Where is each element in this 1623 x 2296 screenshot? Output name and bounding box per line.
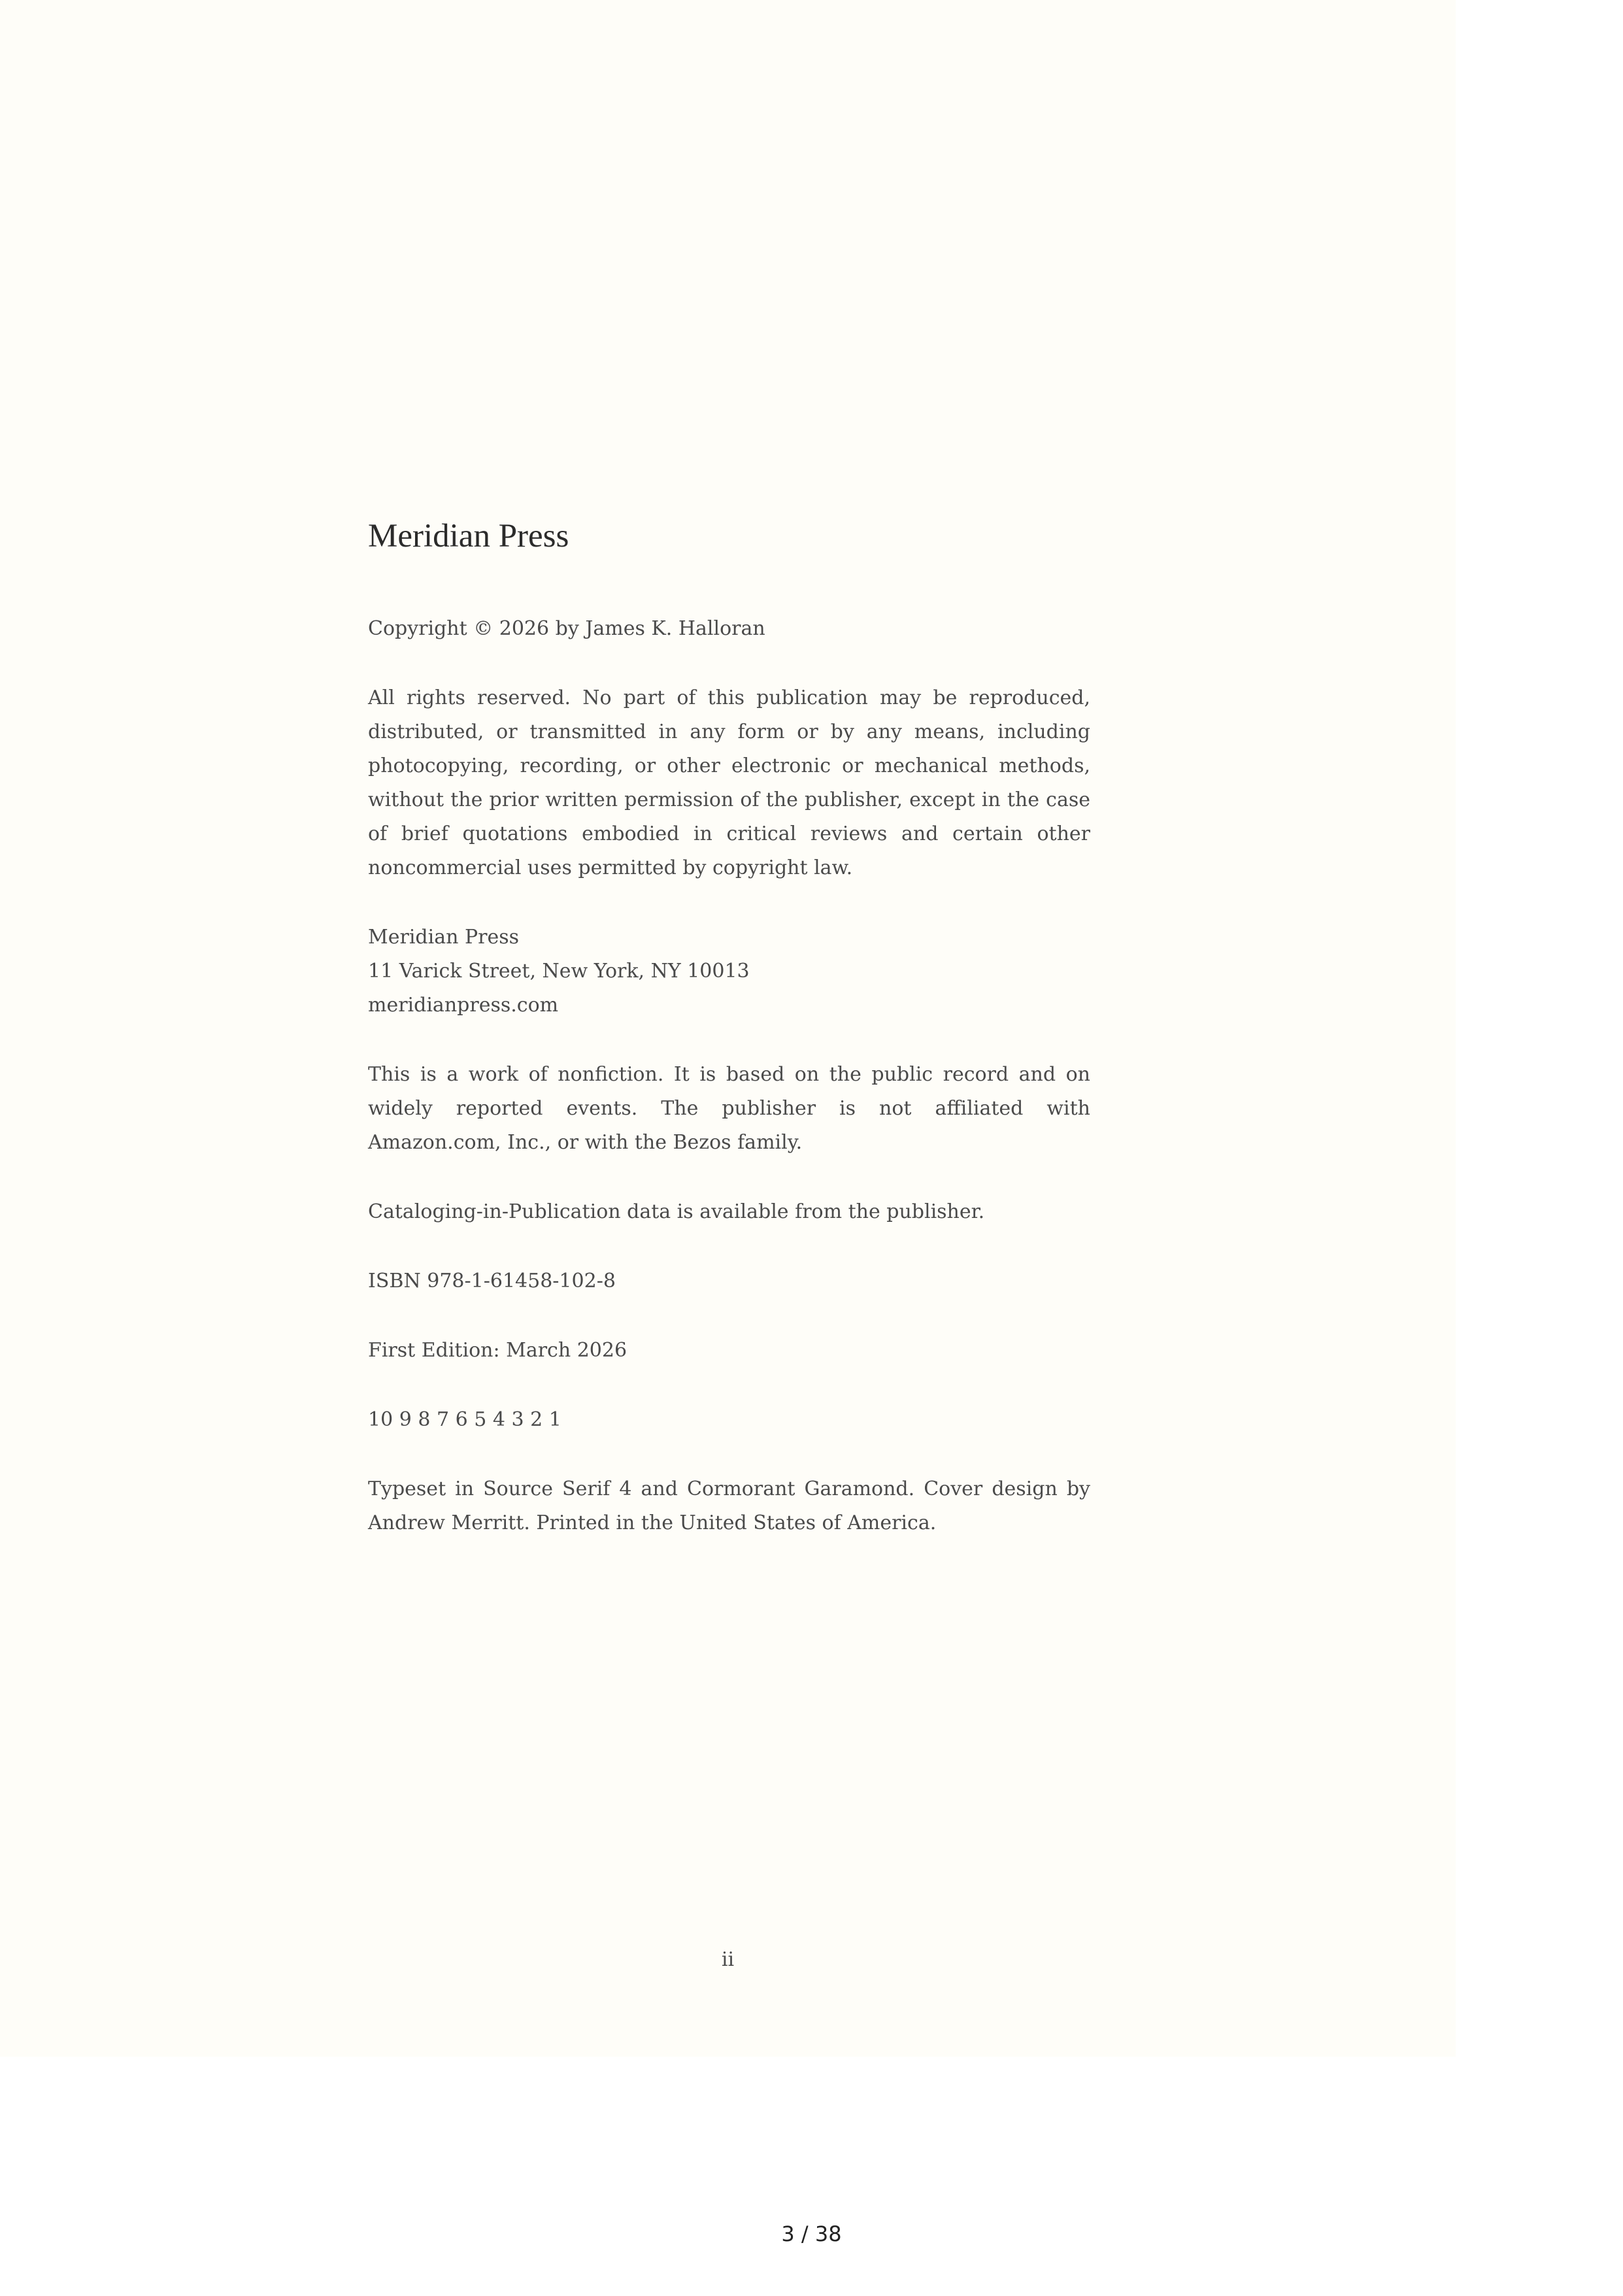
edition-line: First Edition: March 2026 (368, 1339, 627, 1362)
publisher-heading: Meridian Press (368, 518, 569, 554)
typeset-note: Typeset in Source Serif 4 and Cormorant Garamond. Cover design by Andrew Merritt. Printed in the United States of America. (368, 1477, 1090, 1534)
nonfiction-disclaimer: This is a work of nonfiction. It is based on the public record and on widely reported events. The publisher is not affiliated with Amazon.com, Inc., or with the Bezos family. (368, 1063, 1090, 1154)
copyright-line: Copyright © 2026 by James K. Halloran (368, 617, 765, 640)
address-street: 11 Varick Street, New York, NY 10013 (368, 960, 750, 983)
address-name: Meridian Press (368, 926, 520, 949)
address-website: meridianpress.com (368, 994, 559, 1017)
printing-line: 10 9 8 7 6 5 4 3 2 1 (368, 1408, 561, 1431)
page-indicator: 3 / 38 (781, 2221, 842, 2246)
publisher-address (368, 920, 1090, 1022)
rights-paragraph: All rights reserved. No part of this publication may be reproduced, distributed, or transmitted in any form or by any means, including photocopying, recording, or other electronic or mechanical methods, without the prior written permission of the publisher, except in the case of brief quotations embodied in critical reviews and certain other noncommercial uses permitted by copyright law. (368, 686, 1090, 879)
page-folio: ii (721, 1948, 735, 1971)
cip-note: Cataloging-in-Publication data is available from the publisher. (368, 1200, 985, 1223)
copyright-page-content (368, 516, 1090, 1576)
isbn: ISBN 978-1-61458-102-8 (368, 1270, 616, 1292)
